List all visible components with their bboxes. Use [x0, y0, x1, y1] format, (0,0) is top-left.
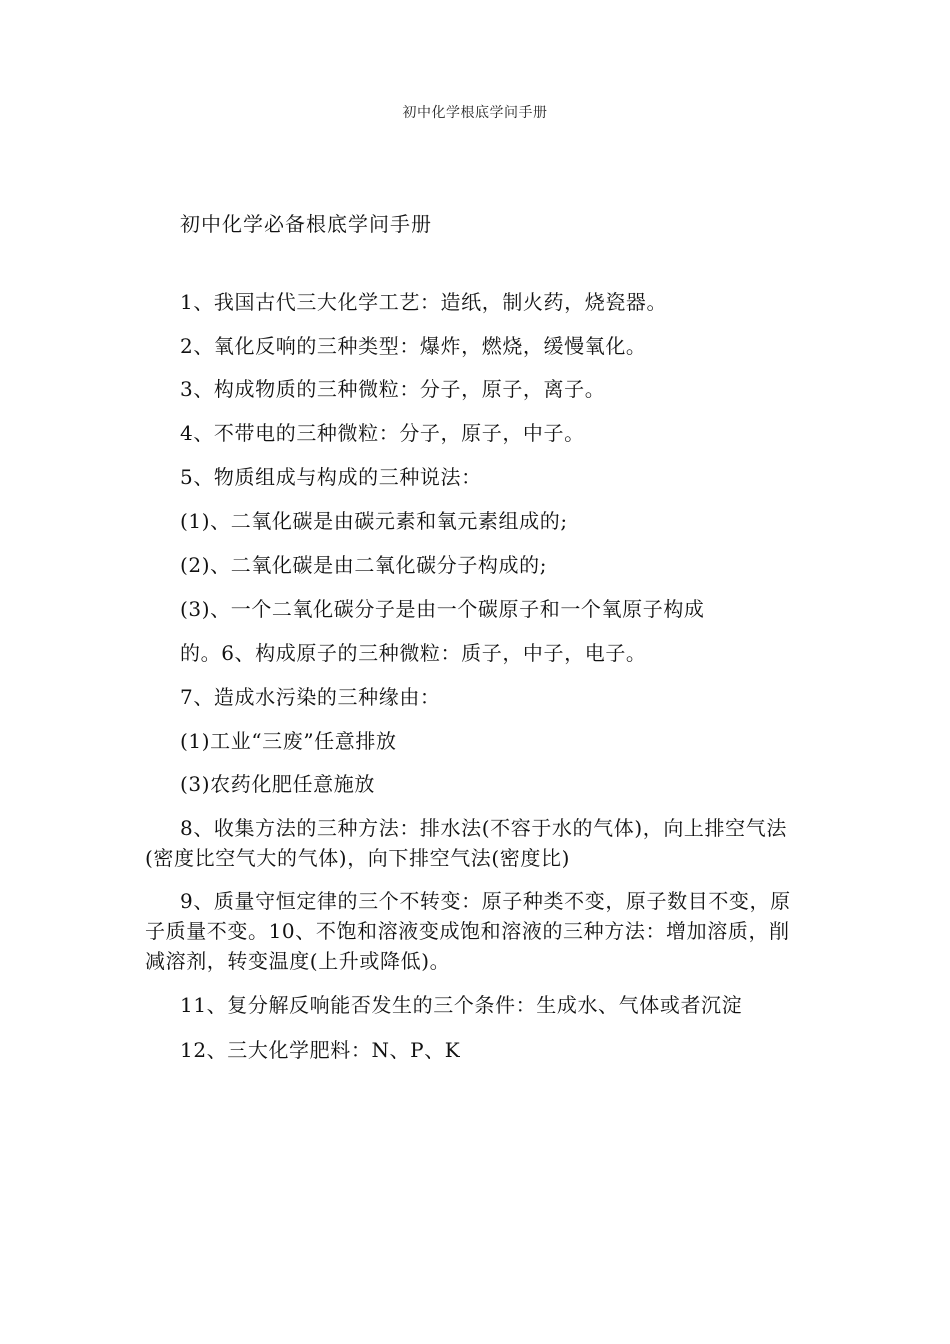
list-subitem: (1)、二氧化碳是由碳元素和氧元素组成的; [180, 509, 568, 533]
list-item: 7、造成水污染的三种缘由： [180, 685, 441, 709]
list-subitem: (1)工业“三废”任意排放 [180, 729, 397, 753]
running-header: 初中化学根底学问手册 [402, 105, 548, 121]
list-subitem: (2)、二氧化碳是由二氧化碳分子构成的; [180, 553, 548, 577]
paragraph-9: 9、质量守恒定律的三个不转变：原子种类不变，原子数目不变，原子质量不变。10、不饱和溶液变成饱和溶液的三种方法：增加溶质，削减溶剂，转变温度(上升或降低)。 [145, 889, 791, 973]
paragraph-8: 8、收集方法的三种方法：排水法(不容于水的气体)，向上排空气法(密度比空气大的气体)，向下排空气法(密度比) [145, 816, 787, 870]
list-item: 1、我国古代三大化学工艺：造纸，制火药，烧瓷器。 [180, 290, 668, 314]
list-item: 5、物质组成与构成的三种说法： [180, 465, 482, 489]
list-item: 2、氧化反响的三种类型：爆炸，燃烧，缓慢氧化。 [180, 334, 647, 358]
list-item: 11、复分解反响能否发生的三个条件：生成水、气体或者沉淀 [180, 993, 743, 1017]
list-item: 3、构成物质的三种微粒：分子，原子，离子。 [180, 377, 606, 401]
list-item: 的。6、构成原子的三种微粒：质子，中子，电子。 [180, 641, 647, 665]
list-subitem: (3)、一个二氧化碳分子是由一个碳原子和一个氧原子构成 [180, 597, 705, 621]
list-item: 4、不带电的三种微粒：分子，原子，中子。 [180, 421, 585, 445]
list-item: 12、三大化学肥料：N、P、K [180, 1038, 461, 1062]
list-subitem: (3)农药化肥任意施放 [180, 772, 375, 796]
document-title: 初中化学必备根底学问手册 [180, 212, 432, 236]
